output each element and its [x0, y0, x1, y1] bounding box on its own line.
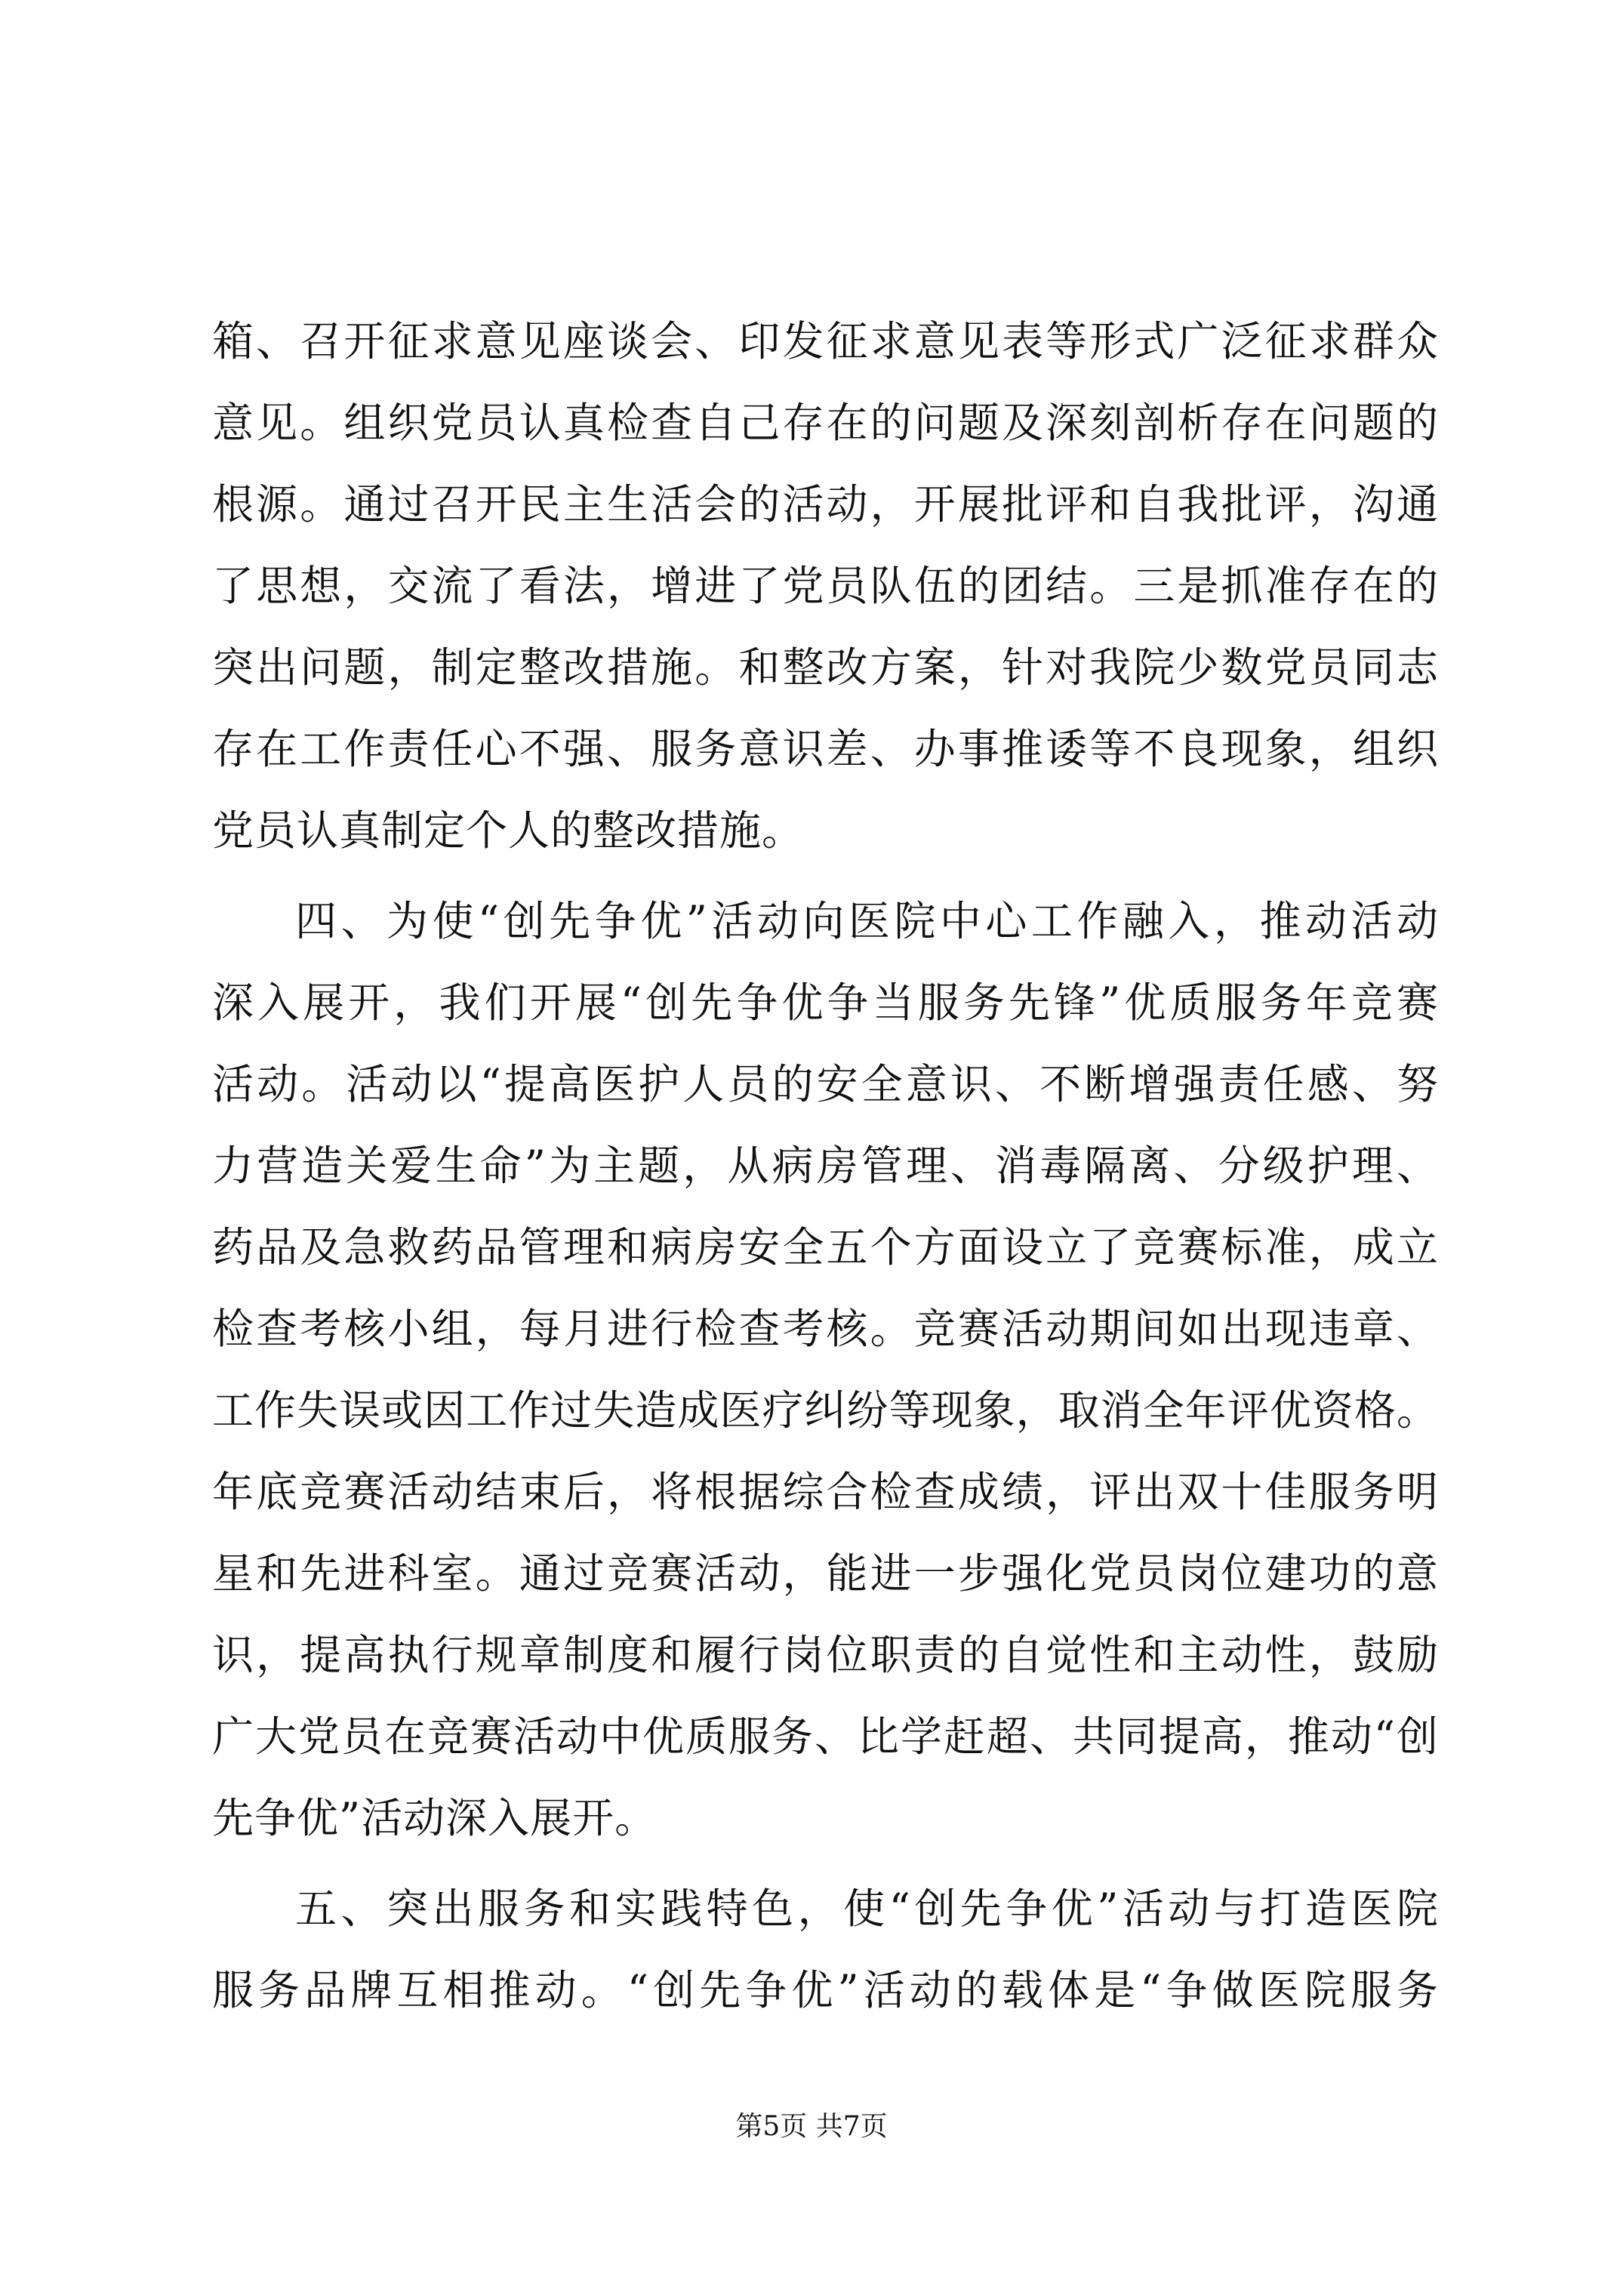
- paragraph-spacer: [212, 1859, 1439, 1868]
- text-line: 年底竞赛活动结束后，将根据综合检查成绩，评出双十佳服务明: [212, 1468, 1439, 1516]
- text-line: 工作失误或因工作过失造成医疗纠纷等现象，取消全年评优资格。: [212, 1386, 1439, 1435]
- paragraph: [212, 1868, 1439, 2031]
- paragraph: [212, 300, 1439, 871]
- text-line: 箱、召开征求意见座谈会、印发征求意见表等形式广泛征求群众: [212, 317, 1439, 365]
- text-line: 意见。组织党员认真检查自己存在的问题及深刻剖析存在问题的: [212, 399, 1439, 447]
- text-line: 活动。活动以“提高医护人员的安全意识、不断增强责任感、努: [212, 1060, 1439, 1108]
- text-line: 药品及急救药品管理和病房安全五个方面设立了竞赛标准，成立: [212, 1223, 1439, 1271]
- text-line: 先争优”活动深入展开。: [212, 1794, 658, 1842]
- text-line: 了思想，交流了看法，增进了党员队伍的团结。三是抓准存在的: [212, 562, 1439, 610]
- text-line: 五、突出服务和实践特色，使“创先争优”活动与打造医院: [295, 1885, 1439, 1933]
- text-line: 识，提高执行规章制度和履行岗位职责的自觉性和主动性，鼓励: [212, 1631, 1439, 1679]
- text-line: 检查考核小组，每月进行检查考核。竞赛活动期间如出现违章、: [212, 1305, 1439, 1353]
- paragraph-spacer: [212, 871, 1439, 880]
- text-line: 深入展开，我们开展“创先争优争当服务先锋”优质服务年竞赛: [212, 978, 1439, 1027]
- text-line: 根源。通过召开民主生活会的活动，开展批评和自我批评，沟通: [212, 480, 1439, 529]
- text-line: 服务品牌互相推动。“创先争优”活动的载体是“争做医院服务: [212, 1966, 1439, 2014]
- page-footer: 第5页 共7页: [735, 2111, 888, 2142]
- text-line: 星和先进科室。通过竞赛活动，能进一步强化党员岗位建功的意: [212, 1549, 1439, 1598]
- text-line: 存在工作责任心不强、服务意识差、办事推诿等不良现象，组织: [212, 725, 1439, 773]
- body-text: [212, 300, 1439, 2031]
- text-line: 广大党员在竞赛活动中优质服务、比学赶超、共同提高，推动“创: [212, 1712, 1439, 1761]
- text-line: 四、为使“创先争优”活动向医院中心工作融入，推动活动: [295, 897, 1439, 945]
- text-line: 党员认真制定个人的整改措施。: [212, 806, 805, 855]
- paragraph: [212, 880, 1439, 1859]
- text-line: 力营造关爱生命”为主题，从病房管理、消毒隔离、分级护理、: [212, 1142, 1439, 1190]
- text-line: 突出问题，制定整改措施。和整改方案，针对我院少数党员同志: [212, 643, 1439, 692]
